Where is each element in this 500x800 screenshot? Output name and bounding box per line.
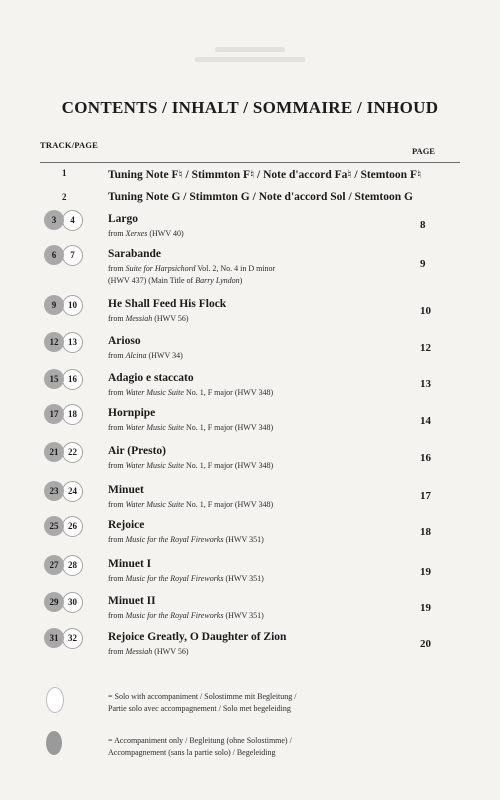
entry-source-line2: (HWV 437) (Main Title of Barry Lyndon) — [108, 276, 243, 285]
track-pair — [44, 555, 86, 575]
entry-title: Tuning Note G / Stimmton G / Note d'accord Sol / Stemtoon G — [108, 191, 413, 203]
header-divider — [40, 162, 460, 163]
page-number: 16 — [420, 452, 431, 464]
entry-source: from Water Music Suite No. 1, F major (HWV 348) — [108, 423, 274, 432]
page-number: 18 — [420, 526, 431, 538]
page-column-header: PAGE — [412, 146, 435, 156]
entry-title: Sarabande — [108, 248, 162, 260]
legend-accompaniment: = Accompaniment only / Begleitung (ohne Solostimme) / Accompagnement (sans la partie solo) / Begeleiding — [108, 736, 292, 757]
page-number: 14 — [420, 415, 431, 427]
entry-source: from Messiah (HWV 56) — [108, 314, 189, 323]
page-number: 20 — [420, 638, 431, 650]
track-pair — [44, 516, 86, 536]
track-number: 1 — [62, 168, 67, 178]
accompaniment-track-number: 12 — [44, 332, 64, 352]
page-number: 17 — [420, 490, 431, 502]
track-pair — [44, 332, 86, 352]
entry-title: Tuning Note F♮ / Stimmton F♮ / Note d'accord Fa♮ / Stemtoon F♮ — [108, 169, 422, 181]
entry-title: Rejoice Greatly, O Daughter of Zion — [108, 631, 287, 643]
track-pair — [44, 404, 86, 424]
entry-source: from Water Music Suite No. 1, F major (HWV 348) — [108, 500, 274, 509]
entry-title: Minuet — [108, 484, 144, 496]
solo-track-number: 10 — [62, 295, 83, 316]
accompaniment-track-number: 15 — [44, 369, 64, 389]
track-pair — [44, 369, 86, 389]
track-pair — [44, 442, 86, 462]
entry-source: from Music for the Royal Fireworks (HWV 351) — [108, 574, 264, 583]
accompaniment-track-number: 6 — [44, 245, 64, 265]
accompaniment-track-number: 27 — [44, 555, 64, 575]
entry-title: Hornpipe — [108, 407, 156, 419]
track-pair — [44, 295, 86, 315]
solo-track-number: 7 — [62, 245, 83, 266]
page-number: 8 — [420, 219, 426, 231]
track-pair — [44, 628, 86, 648]
track-pair — [44, 245, 86, 265]
accompaniment-track-number: 17 — [44, 404, 64, 424]
page-heading: CONTENTS / INHALT / SOMMAIRE / INHOUD — [61, 98, 439, 117]
track-pair — [44, 481, 86, 501]
solo-track-number: 26 — [62, 516, 83, 537]
page-number: 10 — [420, 305, 431, 317]
accompaniment-track-symbol — [46, 731, 62, 755]
solo-track-number: 22 — [62, 442, 83, 463]
entry-source: from Water Music Suite No. 1, F major (HWV 348) — [108, 388, 274, 397]
solo-track-number: 4 — [62, 210, 83, 231]
entry-source: from Xerxes (HWV 40) — [108, 229, 184, 238]
solo-track-number: 16 — [62, 369, 83, 390]
entry-title: Largo — [108, 213, 139, 225]
accompaniment-track-number: 3 — [44, 210, 64, 230]
track-pair — [44, 210, 86, 230]
accompaniment-track-number: 9 — [44, 295, 64, 315]
solo-track-number: 13 — [62, 332, 83, 353]
accompaniment-track-number: 29 — [44, 592, 64, 612]
entry-title: He Shall Feed His Flock — [108, 298, 227, 310]
entry-source: from Music for the Royal Fireworks (HWV 351) — [108, 535, 264, 544]
page-number: 9 — [420, 258, 426, 270]
solo-track-number: 32 — [62, 628, 83, 649]
entry-title: Minuet II — [108, 595, 156, 607]
solo-track-number: 30 — [62, 592, 83, 613]
entry-title: Arioso — [108, 335, 141, 347]
page-number: 12 — [420, 342, 431, 354]
solo-track-number: 24 — [62, 481, 83, 502]
page-number: 13 — [420, 378, 431, 390]
entry-source: from Water Music Suite No. 1, F major (HWV 348) — [108, 461, 274, 470]
entry-title: Air (Presto) — [108, 445, 167, 457]
entry-source: from Alcina (HWV 34) — [108, 351, 183, 360]
page-number: 19 — [420, 602, 431, 614]
solo-track-symbol — [46, 687, 64, 713]
entry-title: Rejoice — [108, 519, 145, 531]
solo-track-number: 18 — [62, 404, 83, 425]
track-number: 2 — [62, 192, 67, 202]
bleed-through-text — [150, 42, 350, 82]
track-page-column-header: TRACK/PAGE — [40, 140, 99, 150]
accompaniment-track-number: 21 — [44, 442, 64, 462]
track-pair — [44, 592, 86, 612]
accompaniment-track-number: 31 — [44, 628, 64, 648]
entry-source: from Messiah (HWV 56) — [108, 647, 189, 656]
entry-title: Minuet I — [108, 558, 152, 570]
legend-solo: = Solo with accompaniment / Solostimme mit Begleitung / Partie solo avec accompagnement / Solo met begeleiding — [108, 692, 297, 713]
entry-source: from Suite for Harpsichord Vol. 2, No. 4 in D minor — [108, 264, 276, 273]
solo-track-number: 28 — [62, 555, 83, 576]
entry-source: from Music for the Royal Fireworks (HWV 351) — [108, 611, 264, 620]
entry-title: Adagio e staccato — [108, 372, 194, 384]
accompaniment-track-number: 25 — [44, 516, 64, 536]
page-number: 19 — [420, 566, 431, 578]
accompaniment-track-number: 23 — [44, 481, 64, 501]
